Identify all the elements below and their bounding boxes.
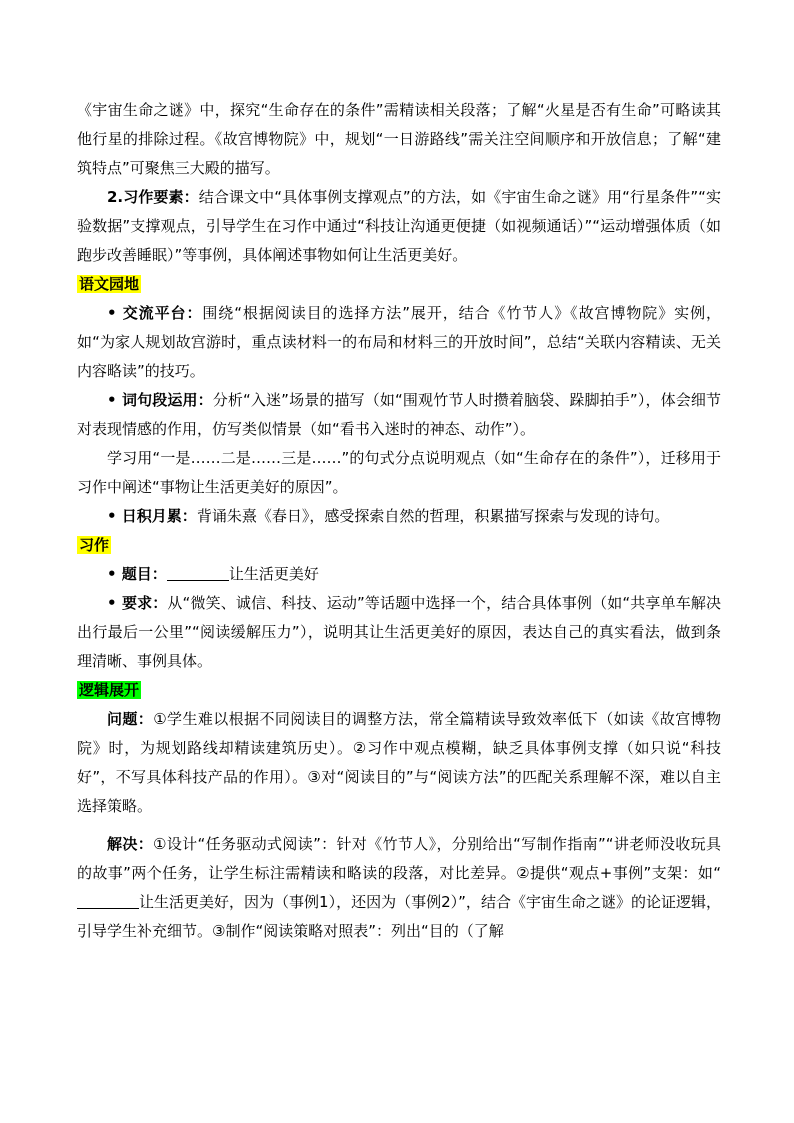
requirement-paragraph bbox=[77, 589, 721, 676]
sentence-text: 分析“入迷”场景的描写（如“围观竹节人时攒着脑袋、跺脚拍手”），体会细节对表现情感的作用，仿写类似情景（如“看书入迷时的神态、动作”）。 bbox=[77, 391, 721, 438]
requirement-label: • 要求： bbox=[107, 594, 168, 612]
solution-text-part-1: ①设计“任务驱动式阅读”：针对《竹节人》，分别给出“写制作指南”“讲老师没收玩具的故事”两个任务，让学生标注需精读和略读的段落，对比差异。②提供“观点+事例”支架：如“ bbox=[77, 835, 721, 882]
problem-label: 问题： bbox=[107, 710, 154, 728]
daily-text: 背诵朱熹《春日》，感受探索自然的哲理，积累描写探索与发现的诗句。 bbox=[196, 507, 670, 525]
logic-heading bbox=[77, 676, 721, 705]
topic-text: 让生活更美好 bbox=[228, 565, 319, 583]
yuwen-heading-text: 语文园地 bbox=[79, 275, 140, 293]
yuwen-heading bbox=[77, 270, 721, 299]
topic-blank bbox=[167, 564, 229, 581]
topic-label: • 题目： bbox=[107, 565, 167, 583]
writing-key-label: 2.习作要素： bbox=[107, 188, 199, 206]
pattern-paragraph: 学习用“一是……二是……三是……”的句式分点说明观点（如“生命存在的条件”），迁移用于习作中阐述“事物让生活更美好的原因”。 bbox=[77, 449, 721, 496]
document-page bbox=[77, 96, 721, 946]
daily-paragraph bbox=[77, 502, 721, 531]
intro-paragraph: 《宇宙生命之谜》中，探究“生命存在的条件”需精读相关段落；了解“火星是否有生命”可略读其他行星的排除过程。《故宫博物院》中，规划“一日游路线”需关注空间顺序和开放信息；了解“建筑特点”可聚焦三大殿的描写。 bbox=[77, 101, 721, 177]
writing-key-text: 结合课文中“具体事例支撑观点”的方法，如《宇宙生命之谜》用“行星条件”“实验数据”支撑观点，引导学生在习作中通过“科技让沟通更便捷（如视频通话）”“运动增强体质（如跑步改善睡眠）”等事例，具体阐述事物如何让生活更美好。 bbox=[77, 188, 722, 264]
requirement-text: 从“微笑、诚信、科技、运动”等话题中选择一个，结合具体事例（如“共享单车解决出行最后一公里”“阅读缓解压力”），说明其让生活更美好的原因，表达自己的真实看法，做到条理清晰、事例具体。 bbox=[77, 594, 721, 670]
problem-text: ①学生难以根据不同阅读目的调整方法，常全篇精读导致效率低下（如读《故宫博物院》时，为规划路线却精读建筑历史）。②习作中观点模糊，缺乏具体事例支撑（如只说“科技好”，不写具体科技产品的作用）。③对“阅读目的”与“阅读方法”的匹配关系理解不深，难以自主选择策略。 bbox=[77, 710, 721, 815]
solution-blank bbox=[77, 892, 139, 909]
exchange-label: • 交流平台： bbox=[107, 304, 203, 322]
sentence-label: • 词句段运用： bbox=[107, 391, 213, 409]
daily-label: • 日积月累： bbox=[107, 507, 197, 525]
exchange-text: 围绕“根据阅读目的选择方法”展开，结合《竹节人》《故宫博物院》实例，如“为家人规划故宫游时，重点读材料一的布局和材料三的开放时间”，总结“关联内容精读、无关内容略读”的技巧。 bbox=[77, 304, 722, 380]
xizuo-heading bbox=[77, 531, 721, 560]
logic-heading-text: 逻辑展开 bbox=[79, 681, 140, 699]
writing-key-paragraph bbox=[77, 183, 721, 270]
solution-label: 解决： bbox=[107, 835, 154, 853]
xizuo-heading-text: 习作 bbox=[79, 536, 110, 554]
exchange-paragraph bbox=[77, 299, 721, 386]
sentence-paragraph bbox=[77, 386, 721, 444]
solution-paragraph bbox=[77, 830, 721, 946]
problem-paragraph bbox=[77, 705, 721, 821]
topic-paragraph bbox=[77, 560, 721, 589]
solution-text-part-2: 让生活更美好，因为（事例1），还因为（事例2）”，结合《宇宙生命之谜》的论证逻辑，引导学生补充细节。③制作“阅读策略对照表”：列出“目的（了解 bbox=[77, 893, 721, 940]
